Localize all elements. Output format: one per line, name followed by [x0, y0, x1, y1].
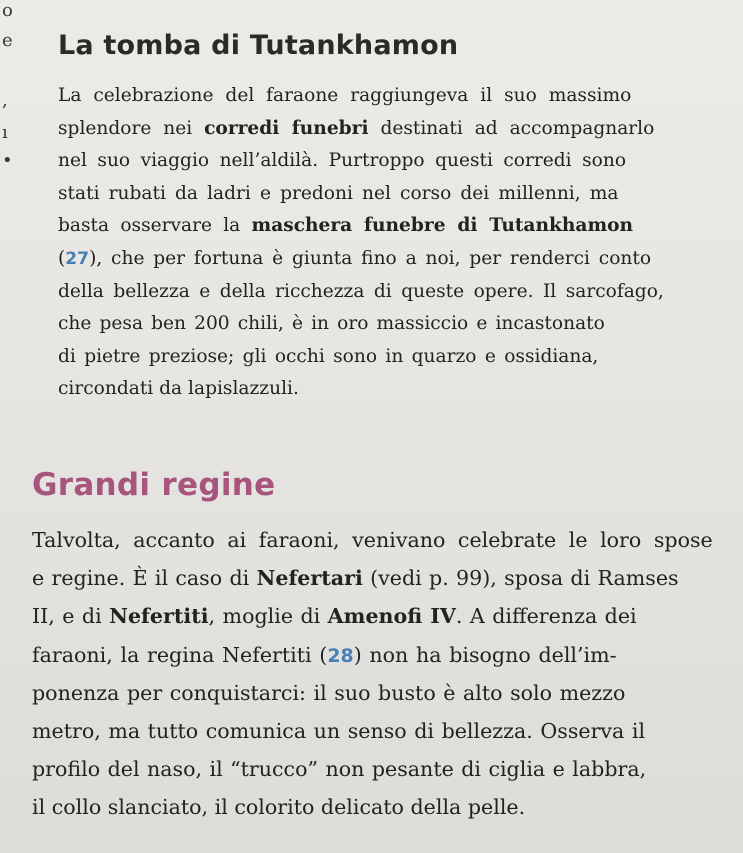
- text-run: La celebrazione del faraone raggiungeva il suo massimo: [58, 85, 632, 106]
- text-line: [32, 597, 713, 635]
- text-run: . A differenza dei: [455, 604, 637, 629]
- paragraph-grandi-regine: [32, 521, 713, 827]
- paragraph-tutankhamon: [58, 80, 664, 406]
- text-run: ponenza per conquistarci: il suo busto è alto solo mezzo: [32, 680, 626, 705]
- text-run: basta osservare la: [58, 215, 252, 237]
- text-line: [58, 341, 664, 374]
- margin-fragment: e: [2, 30, 13, 51]
- section-title-grandi-regine: Grandi regine: [32, 467, 276, 503]
- text-run: stati rubati da ladri e predoni nel corso dei millenni, ma: [58, 182, 619, 204]
- text-run: circondati da lapislazzuli.: [58, 378, 299, 400]
- text-run: ), che per fortuna è giunta fino a noi, per renderci conto: [89, 247, 652, 269]
- margin-fragment: ,: [2, 90, 8, 111]
- text-run: (vedi p. 99), sposa di Ramses: [362, 566, 679, 591]
- text-run: ) non ha bisogno dell’im-: [353, 642, 617, 667]
- text-run: profilo del naso, il “trucco” non pesante di ciglia e labbra,: [32, 757, 647, 782]
- bold-term: corredi funebri: [204, 117, 369, 139]
- text-run: di pietre preziose; gli occhi sono in quarzo e ossidiana,: [58, 345, 599, 367]
- margin-fragment: o: [2, 0, 13, 21]
- section-title-tutankhamon: La tomba di Tutankhamon: [58, 30, 459, 61]
- text-line: [58, 243, 664, 276]
- text-run: II, e di: [32, 604, 110, 629]
- text-line: [58, 210, 664, 243]
- text-line: [32, 712, 713, 750]
- text-line: [32, 636, 713, 674]
- text-run: il collo slanciato, il colorito delicato della pelle.: [32, 795, 526, 820]
- text-run: Talvolta, accanto ai faraoni, venivano celebrate le loro spose: [32, 528, 713, 552]
- text-run: della bellezza e della ricchezza di queste opere. Il sarcofago,: [58, 280, 664, 302]
- text-line: [32, 521, 713, 559]
- text-run: nel suo viaggio nell’aldilà. Purtroppo questi corredi sono: [58, 150, 627, 172]
- text-run: faraoni, la regina Nefertiti (: [32, 642, 328, 667]
- bold-term: Nefertari: [256, 566, 363, 591]
- text-line: [58, 145, 664, 178]
- margin-fragment: ı: [2, 122, 8, 143]
- text-line: [58, 373, 664, 406]
- text-run: metro, ma tutto comunica un senso di bellezza. Osserva il: [32, 718, 646, 743]
- text-line: [32, 788, 713, 826]
- bold-term: Amenofi IV: [327, 604, 456, 629]
- text-run: che pesa ben 200 chili, è in oro massiccio e incastonato: [58, 313, 605, 335]
- figure-reference: 27: [65, 248, 90, 269]
- text-run: destinati ad accompagnarlo: [368, 117, 655, 139]
- text-run: (: [58, 247, 66, 269]
- margin-fragment: •: [2, 150, 13, 171]
- bold-term: Nefertiti: [109, 604, 209, 629]
- text-run: e regine. È il caso di: [32, 566, 257, 591]
- text-run: , moglie di: [208, 604, 328, 629]
- text-line: [32, 750, 713, 788]
- figure-reference: 28: [327, 644, 354, 667]
- text-line: [58, 308, 664, 341]
- bold-term: maschera funebre di Tutankhamon: [251, 215, 634, 237]
- text-line: [58, 178, 664, 211]
- text-line: [32, 559, 713, 597]
- text-run: splendore nei: [58, 117, 205, 139]
- text-line: [58, 276, 664, 309]
- text-line: [58, 113, 664, 146]
- text-line: [32, 674, 713, 712]
- text-line: [58, 80, 664, 113]
